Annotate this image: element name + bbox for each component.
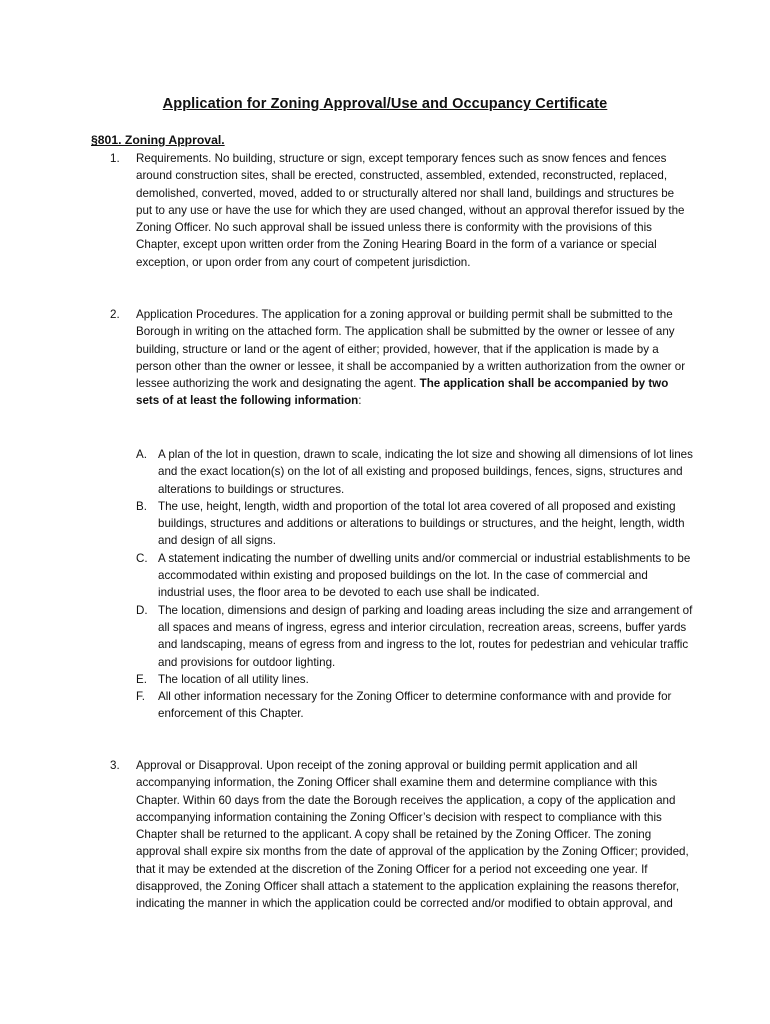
section-heading: §801. Zoning Approval. bbox=[91, 133, 225, 147]
sub-item-b bbox=[136, 498, 696, 550]
sub-item-a bbox=[136, 446, 696, 498]
list-item-application-procedures bbox=[110, 306, 690, 410]
list-item-approval-or-disapproval bbox=[110, 757, 690, 913]
sub-item-letter: F. bbox=[136, 690, 146, 704]
list-item-text-tail: : bbox=[358, 394, 362, 408]
sub-item-letter: D. bbox=[136, 603, 148, 617]
list-item-requirements bbox=[110, 150, 690, 271]
sub-item-d bbox=[136, 602, 696, 671]
list-number: 2. bbox=[110, 308, 120, 321]
list-number: 1. bbox=[110, 152, 120, 165]
required-information-list bbox=[136, 446, 696, 723]
sub-item-letter: B. bbox=[136, 499, 147, 513]
sub-item-f bbox=[136, 688, 696, 723]
sub-item-e bbox=[136, 671, 696, 688]
sub-item-c bbox=[136, 550, 696, 602]
sub-item-text: A plan of the lot in question, drawn to scale, indicating the lot size and showing all dimensions of lot lines and the exact location(s) on the lot of all existing and proposed buildings, fences, signs, structures and alterations to buildings or structures. bbox=[158, 448, 693, 496]
sub-item-text: A statement indicating the number of dwelling units and/or commercial or industrial establishments to be accommodated within existing and proposed buildings on the lot. In the case of commercial and industrial uses, the floor area to be devoted to each use shall be indicated. bbox=[158, 551, 691, 600]
sub-item-text: All other information necessary for the Zoning Officer to determine conformance with and provide for enforcement of this Chapter. bbox=[158, 690, 672, 721]
list-item-text-regular: Application Procedures. The application for a zoning approval or building permit shall be submitted to the Borough in writing on the attached form. The application shall be submitted by the owner or lessee of any building, structure or land or the agent of either; provided, however, that if the application is made by a person other than the owner or lessee, it shall be accompanied by a written authorization from the owner or lessee authorizing the work and designating the agent. bbox=[136, 308, 686, 391]
sub-item-text: The location of all utility lines. bbox=[158, 672, 309, 686]
list-number: 3. bbox=[110, 759, 120, 772]
list-item-text: Requirements. No building, structure or sign, except temporary fences such as snow fences and fences around construction sites, shall be erected, constructed, assembled, extended, reconstructed, replaced, demolished, converted, moved, added to or structurally altered nor shall land, buildings and structures be put to any use or have the use for which they are used changed, without an approval therefor issued by the Zoning Officer. No such approval shall be issued unless there is conformity with the provisions of this Chapter, except upon written order from the Zoning Hearing Board in the form of a variance or special exception, or upon order from any court of competent jurisdiction. bbox=[136, 152, 685, 269]
list-item-text bbox=[136, 306, 690, 410]
sub-item-letter: C. bbox=[136, 551, 148, 565]
sub-item-letter: A. bbox=[136, 448, 147, 461]
list-item-text: Approval or Disapproval. Upon receipt of the zoning approval or building permit application and all accompanying information, the Zoning Officer shall examine them and determine compliance with this Chapter. Within 60 days from the date the Borough receives the application, a copy of the application and accompanying information containing the Zoning Officer’s decision with respect to compliance with this Chapter shall be returned to the applicant. A copy shall be retained by the Zoning Officer. The zoning approval shall expire six months from the date of approval of the application by the Zoning Officer; provided, that it may be extended at the discretion of the Zoning Officer for a period not exceeding one year. If disapproved, the Zoning Officer shall attach a statement to the application explaining the reasons therefor, indicating the manner in which the application could be corrected and/or modified to obtain approval, and bbox=[136, 759, 689, 911]
page-title: Application for Zoning Approval/Use and Occupancy Certificate bbox=[162, 96, 608, 112]
sub-item-text: The location, dimensions and design of parking and loading areas including the size and arrangement of all spaces and means of ingress, egress and interior circulation, recreation areas, screens, buffer yards and landscaping, means of egress from and ingress to the lot, routes for pedestrian and vehicular traffic and provisions for outdoor lighting. bbox=[158, 603, 693, 669]
sub-item-text: The use, height, length, width and proportion of the total lot area covered of all proposed and existing buildings, structures and additions or alterations to buildings or structures, and the height, length, width and design of all signs. bbox=[158, 499, 685, 548]
list-item-text-bold: The application shall be accompanied by two sets of at least the following information bbox=[136, 377, 669, 408]
sub-item-letter: E. bbox=[136, 672, 147, 686]
